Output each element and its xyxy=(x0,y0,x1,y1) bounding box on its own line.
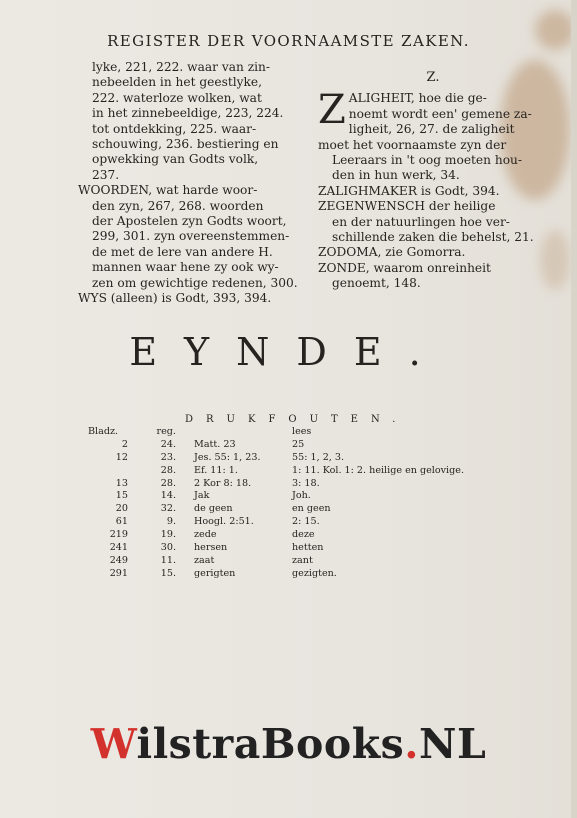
index-entry-zegenwensch: ZEGENWENSCH der heilige xyxy=(318,199,496,214)
errata-row xyxy=(88,516,502,529)
errata-row xyxy=(88,490,502,503)
errata-line: 9. xyxy=(166,516,176,528)
errata-line: 15. xyxy=(160,567,176,579)
errata-row xyxy=(88,555,502,568)
errata-table xyxy=(88,426,502,581)
errata-error: Jak xyxy=(194,490,210,502)
errata-line: 19. xyxy=(160,529,176,541)
index-entry-zodoma: ZODOMA, zie Gomorra. xyxy=(318,245,466,260)
errata-row xyxy=(88,529,502,542)
errata-error: zaat xyxy=(194,554,215,566)
errata-line: 14. xyxy=(160,490,176,502)
header-read: lees xyxy=(292,426,312,437)
index-line: der Apostelen zyn Godts woort, xyxy=(92,214,287,229)
index-line: in het zinnebeeldige, 223, 224. xyxy=(92,106,284,121)
errata-line: 24. xyxy=(160,438,176,450)
errata-line: 32. xyxy=(160,503,176,515)
errata-error: Hoogl. 2:51. xyxy=(194,516,254,528)
header-page: Bladz. xyxy=(88,426,119,437)
errata-line: 28. xyxy=(160,464,176,476)
errata-correction: 55: 1, 2, 3. xyxy=(292,451,345,463)
errata-error: zede xyxy=(194,529,217,541)
errata-error: Ef. 11: 1. xyxy=(194,464,238,476)
errata-error: de geen xyxy=(194,503,233,515)
errata-correction: gezigten. xyxy=(292,567,337,579)
errata-page: 20 xyxy=(115,503,128,515)
index-line: 299, 301. zyn overeenstemmen- xyxy=(92,229,290,244)
page-edge xyxy=(571,0,577,818)
index-line: den zyn, 267, 268. woorden xyxy=(92,198,264,213)
index-line: moet het voornaamste zyn der xyxy=(318,137,507,152)
errata-page: 249 xyxy=(109,554,128,566)
index-line: Leeraars in 't oog moeten hou- xyxy=(332,153,523,168)
errata-page: 241 xyxy=(109,542,128,554)
errata-error: 2 Kor 8: 18. xyxy=(194,477,252,489)
errata-correction: en geen xyxy=(292,503,331,515)
index-line: genoemt, 148. xyxy=(332,276,421,291)
errata-line: 28. xyxy=(160,477,176,489)
index-entry-zaligheit xyxy=(318,87,548,183)
errata-correction: deze xyxy=(292,529,315,541)
index-entry-zonde: ZONDE, waarom onreinheit xyxy=(318,260,491,275)
errata-correction: Joh. xyxy=(292,490,311,502)
errata-error: Matt. 23 xyxy=(194,438,236,450)
index-right-column xyxy=(318,70,548,292)
header-line: reg. xyxy=(156,426,176,437)
index-line: ligheit, 26, 27. de zaligheit xyxy=(348,122,515,137)
index-line: den in hun werk, 34. xyxy=(332,168,460,183)
errata-correction: 3: 18. xyxy=(292,477,320,489)
index-line: noemt wordt een' gemene za- xyxy=(348,106,532,121)
drop-cap: Z xyxy=(318,87,346,134)
errata-correction: 1: 11. Kol. 1: 2. heilige en gelovige. xyxy=(292,464,464,476)
errata-row xyxy=(88,503,502,516)
errata-correction: 2: 15. xyxy=(292,516,320,528)
errata-error: gerigten xyxy=(194,567,236,579)
index-line: de met de lere van andere H. xyxy=(92,244,273,259)
index-line: nebeelden in het geestlyke, xyxy=(92,75,263,90)
errata-row xyxy=(88,568,502,581)
errata-page xyxy=(88,465,136,478)
page-header: REGISTER DER VOORNAAMSTE ZAKEN. xyxy=(107,32,470,50)
logo-text: ilstraBooks xyxy=(136,720,405,768)
errata-line: 23. xyxy=(160,451,176,463)
index-line: schillende zaken die behelst, 21. xyxy=(332,230,534,245)
errata-page: 15 xyxy=(115,490,128,502)
index-line: zen om gewichtige redenen, 300. xyxy=(92,275,298,290)
errata-correction: zant xyxy=(292,554,313,566)
errata-row xyxy=(88,465,502,478)
index-line: opwekking van Godts volk, xyxy=(92,152,259,167)
index-left-column xyxy=(78,60,307,307)
errata-page: 2 xyxy=(121,438,128,450)
index-entry-woorden: WOORDEN, wat harde woor- xyxy=(78,183,258,198)
logo-dot: . xyxy=(404,720,419,768)
errata-row xyxy=(88,439,502,452)
errata-line: 30. xyxy=(160,542,176,554)
errata-row xyxy=(88,542,502,555)
index-line: ALIGHEIT, hoe die ge- xyxy=(348,91,487,106)
errata-page: 291 xyxy=(109,567,128,579)
errata-header-row xyxy=(88,426,502,439)
errata-title: DRUKFOUTEN. xyxy=(185,414,409,425)
end-title: EYNDE. xyxy=(129,330,448,374)
logo-tld: NL xyxy=(418,720,487,768)
errata-row xyxy=(88,478,502,491)
index-line: lyke, 221, 222. waar van zin- xyxy=(92,60,270,74)
errata-error: hersen xyxy=(194,542,228,554)
index-line: schouwing, 236. bestiering en xyxy=(92,137,279,152)
errata-correction: 25 xyxy=(292,438,305,450)
errata-correction: hetten xyxy=(292,542,324,554)
errata-line: 11. xyxy=(160,554,176,566)
index-line: tot ontdekking, 225. waar- xyxy=(92,121,257,136)
errata-page: 13 xyxy=(115,477,128,489)
wilstrabooks-watermark xyxy=(0,720,577,768)
index-line: 222. waterloze wolken, wat xyxy=(92,90,262,105)
errata-page: 219 xyxy=(109,529,128,541)
index-line: 237. xyxy=(92,167,120,182)
errata-page: 12 xyxy=(115,451,128,463)
index-line: en der natuurlingen hoe ver- xyxy=(332,214,510,229)
section-letter: Z. xyxy=(426,70,440,85)
index-entry-zalighmaker: ZALIGHMAKER is Godt, 394. xyxy=(318,183,500,198)
index-line: mannen waar hene zy ook wy- xyxy=(92,260,279,275)
header-error xyxy=(194,426,292,439)
errata-error: Jes. 55: 1, 23. xyxy=(194,451,261,463)
errata-page: 61 xyxy=(115,516,128,528)
errata-row xyxy=(88,452,502,465)
logo-w: W xyxy=(90,720,137,768)
index-entry-wys: WYS (alleen) is Godt, 393, 394. xyxy=(78,291,272,306)
